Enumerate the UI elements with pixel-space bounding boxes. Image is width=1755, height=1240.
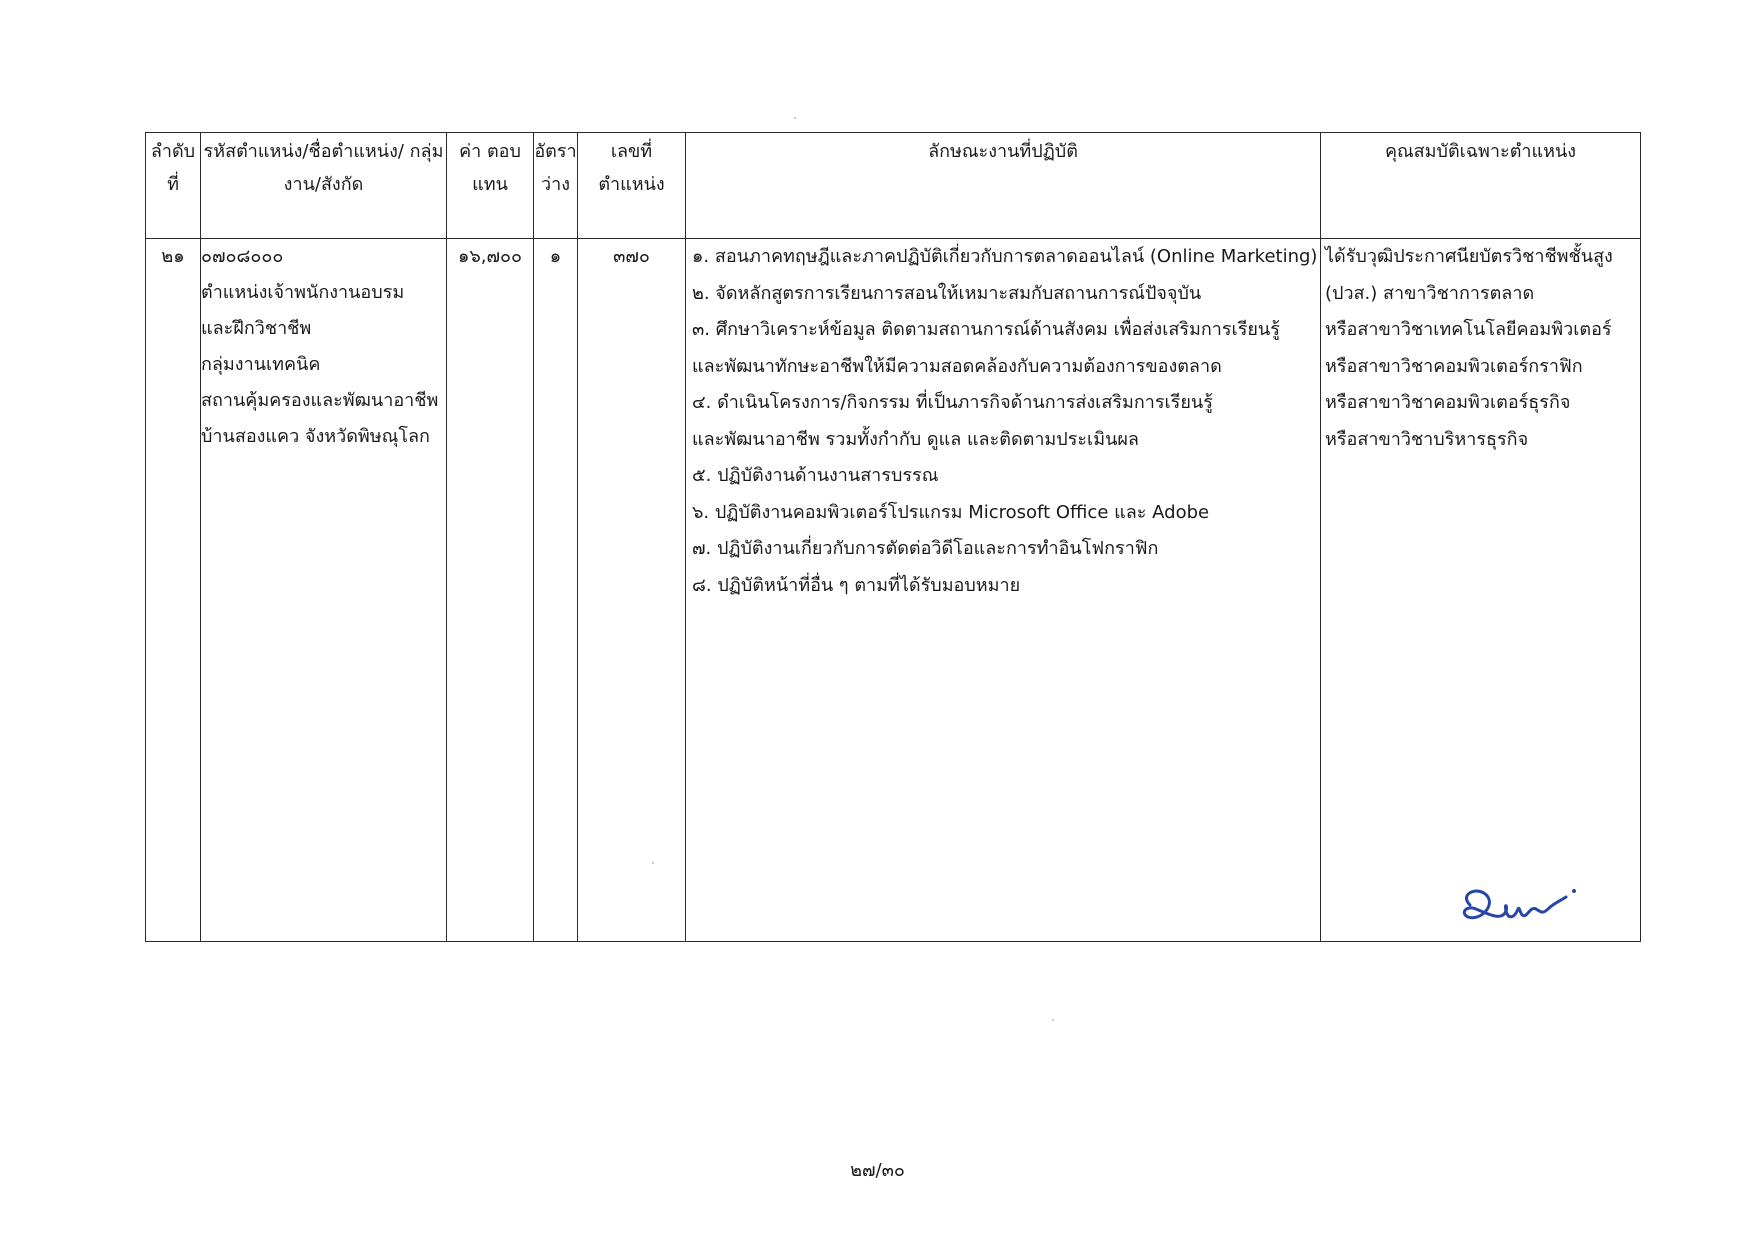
header-position: รหัสตำแหน่ง/ชื่อตำแหน่ง/ กลุ่มงาน/สังกัด [201,133,447,239]
table-row [146,239,1641,942]
signature-mark [1450,875,1580,935]
position-line: และฝึกวิชาชีพ [201,318,312,339]
duty-item: ๒. จัดหลักสูตรการเรียนการสอนให้เหมาะสมกับสถานการณ์ปัจจุบัน [692,282,1202,304]
header-duties: ลักษณะงานที่ปฏิบัติ [686,133,1321,239]
position-number-cell: ๓๗๐ [578,239,686,942]
duty-item: ๗. ปฏิบัติงานเกี่ยวกับการตัดต่อวิดีโอและการทำอินโฟกราฟิก [692,538,1159,559]
page-number: ๒๗/๓๐ [850,1160,905,1181]
duty-item: ๑. สอนภาคทฤษฎีและภาคปฏิบัติเกี่ยวกับการตลาดออนไลน์ (Online Marketing) [692,246,1318,267]
qualification-item: ได้รับวุฒิประกาศนียบัตรวิชาชีพชั้นสูง [1325,246,1613,267]
pay-cell: ๑๖,๗๐๐ [447,239,534,942]
qualification-item: หรือสาขาวิชาคอมพิวเตอร์กราฟิก [1325,355,1583,377]
position-cell [201,239,447,942]
qualification-item: หรือสาขาวิชาเทคโนโลยีคอมพิวเตอร์ [1325,319,1612,340]
duty-item: ๓. ศึกษาวิเคราะห์ข้อมูล ติดตามสถานการณ์ด้านสังคม เพื่อส่งเสริมการเรียนรู้ [692,319,1280,340]
order-cell: ๒๑ [146,239,201,942]
header-row [146,133,1641,239]
qualification-item: (ปวส.) สาขาวิชาการตลาด [1325,282,1535,304]
position-line: ตำแหน่งเจ้าพนักงานอบรม [201,282,405,303]
duty-item: และพัฒนาอาชีพ รวมทั้งกำกับ ดูแล และติดตามประเมินผล [692,428,1139,450]
header-qualifications: คุณสมบัติเฉพาะตำแหน่ง [1321,133,1641,239]
qualification-item: หรือสาขาวิชาคอมพิวเตอร์ธุรกิจ [1325,392,1571,413]
scan-speck [1052,1019,1054,1021]
rate-cell: ๑ [534,239,578,942]
position-line: บ้านสองแคว จังหวัดพิษณุโลก [201,426,430,447]
position-code: ๐๗๐๘๐๐๐ [201,246,284,267]
duty-item: ๖. ปฏิบัติงานคอมพิวเตอร์โปรแกรม Microsoft Office และ Adobe [692,501,1210,523]
header-pay: ค่า ตอบ แทน [447,133,534,239]
duty-item: ๕. ปฏิบัติงานด้านงานสารบรรณ [692,465,939,486]
duty-item: ๘. ปฏิบัติหน้าที่อื่น ๆ ตามที่ได้รับมอบหมาย [692,574,1021,596]
duty-item: และพัฒนาทักษะอาชีพให้มีความสอดคล้องกับความต้องการของตลาด [692,355,1222,377]
position-table [145,132,1641,942]
scan-speck [794,117,796,119]
duty-item: ๔. ดำเนินโครงการ/กิจกรรม ที่เป็นภารกิจด้านการส่งเสริมการเรียนรู้ [692,392,1213,413]
header-order: ลำดับ ที่ [146,133,201,239]
qualification-item: หรือสาขาวิชาบริหารธุรกิจ [1325,428,1529,450]
header-rate: อัตรา ว่าง [534,133,578,239]
qualifications-cell [1321,239,1641,942]
position-line: สถานคุ้มครองและพัฒนาอาชีพ [201,390,439,411]
header-position-number: เลขที่ ตำแหน่ง [578,133,686,239]
position-line: กลุ่มงานเทคนิค [201,354,321,375]
duties-cell [686,239,1321,942]
